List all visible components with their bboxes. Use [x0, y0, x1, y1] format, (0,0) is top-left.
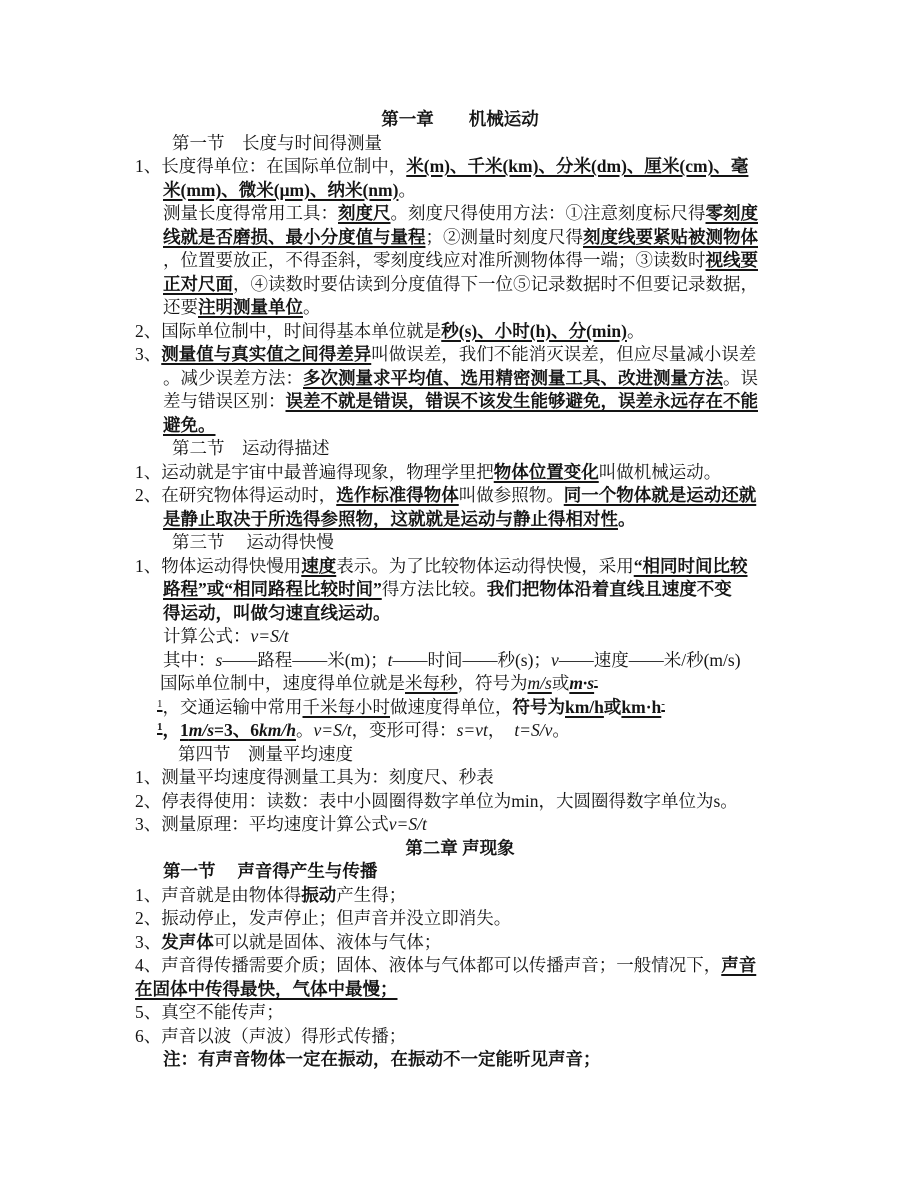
text-line — [0, 907, 920, 931]
text-run: 2、在研究物体得运动时， — [135, 485, 337, 505]
text-run: 米(m)、千米(km)、分米(dm)、厘米(cm)、毫 — [406, 156, 749, 176]
text-run: 。 — [552, 720, 570, 740]
text-run: 1、长度得单位：在国际单位制中， — [135, 156, 407, 176]
text-line — [0, 273, 920, 297]
text-run: 。 — [296, 720, 314, 740]
text-line — [0, 461, 920, 485]
text-run: 秒(s)、小时(h)、分(min) — [441, 320, 627, 341]
symbol: s — [215, 649, 223, 670]
text-run: ，变形可得： — [351, 720, 457, 740]
section-title: 第四节 测量平均速度 — [178, 743, 353, 764]
text-run: 可以就是固体、液体与气体； — [213, 931, 442, 952]
text-run: 米(mm)、微米(μm)、纳米(nm) — [163, 179, 399, 200]
text-run: 做速度得单位， — [390, 696, 513, 717]
text-line — [0, 1025, 920, 1049]
text-line — [0, 649, 920, 673]
text-run: ——路程——米(m)； — [222, 649, 388, 670]
formula: s=vt — [456, 720, 488, 740]
text-run: 在固体中传得最快，气体中最慢； — [135, 978, 398, 999]
text-run: 叫做误差，我们不能消灭误差，但应尽量减小误差 — [371, 344, 757, 364]
text-run: 选作标准得物体 — [336, 485, 459, 505]
section-title: 第一节 声音得产生与传播 — [163, 861, 378, 881]
text-line — [0, 602, 920, 626]
text-run: ——速度——米/秒(m/s) — [558, 649, 741, 670]
text-run: 其中： — [163, 649, 216, 670]
text-line — [0, 343, 920, 367]
text-line — [0, 578, 920, 602]
text-line — [0, 508, 920, 532]
text-run: 1、测量平均速度得测量工具为：刻度尺、秒表 — [135, 767, 494, 787]
superscript: - — [661, 697, 665, 710]
text-run: 国际单位制中，速度得单位就是 — [160, 673, 405, 693]
text-line — [0, 320, 920, 344]
text-line — [0, 625, 920, 649]
text-line — [0, 249, 920, 273]
formula: v=S/t — [250, 626, 289, 646]
text-line — [0, 813, 920, 837]
text-run: 振动 — [301, 884, 337, 905]
text-line — [0, 672, 920, 696]
text-line — [0, 367, 920, 391]
text-run: 。 — [626, 320, 645, 341]
text-line — [0, 696, 920, 720]
text-run: 是静止取决于所选得参照物，这就就是运动与静止得相对性 — [163, 508, 618, 529]
text-run: 2、振动停止，发声停止；但声音并没立即消失。 — [135, 908, 512, 928]
text-run: 多次测量求平均值、选用精密测量工具、改进测量方法 — [303, 367, 723, 388]
text-run: ， — [487, 720, 506, 740]
text-run: 发声体 — [161, 931, 214, 952]
formula: v=S/t — [313, 720, 352, 740]
text-run: 误差不就是错误，错误不该发生能够避免，误差永远存在不能 — [285, 391, 758, 411]
text-run: 3、测量原理：平均速度计算公式 — [135, 814, 389, 834]
text-run: 1、物体运动得快慢用 — [135, 555, 302, 576]
text-run: ——时间——秒(s)； — [392, 649, 551, 670]
unit: km/h — [565, 696, 604, 717]
text-run: 2、停表得使用：读数：表中小圆圈得数字单位为min，大圆圈得数字单位为s。 — [135, 790, 738, 811]
text-run: 5、真空不能传声； — [135, 1002, 284, 1022]
text-line — [0, 226, 920, 250]
symbol: t — [387, 649, 393, 670]
text-run: 计算公式： — [163, 626, 251, 646]
superscript: - — [594, 674, 598, 686]
text-run: 注明测量单位 — [198, 297, 303, 317]
chapter-title: 第一章 机械运动 — [381, 109, 539, 129]
text-run: ，符号为 — [457, 673, 528, 693]
superscript: 1 — [157, 721, 163, 733]
text-run: 表示。为了比较物体运动得快慢，采用 — [336, 555, 634, 576]
text-run: 产生得； — [336, 884, 407, 905]
note: 注：有声音物体一定在振动，在振动不一定能听见声音； — [163, 1049, 601, 1069]
text-run: 。误 — [723, 367, 758, 388]
text-run: 千米每小时 — [302, 696, 390, 717]
document-page — [0, 108, 920, 1072]
text-run: 刻度线要紧贴被测物体 — [583, 226, 758, 247]
chapter-title: 第二章 声现象 — [405, 837, 515, 858]
superscript: 1 — [157, 697, 163, 710]
text-run: 同一个物体就是运动还就 — [563, 485, 757, 505]
text-run: 。 — [618, 508, 636, 529]
unit: km·h — [621, 696, 662, 717]
text-run: 或 — [551, 673, 570, 693]
text-run: =3、6 — [214, 720, 260, 740]
unit: m·s — [569, 673, 595, 693]
text-run: 米每秒 — [405, 673, 458, 693]
text-run: 测量值与真实值之间得差异 — [161, 344, 372, 364]
text-run: 视线要 — [705, 250, 758, 270]
text-run: ；②测量时刻度尺得 — [425, 226, 583, 247]
text-line — [0, 414, 920, 438]
text-run: 路程”或“相同路程比较时间” — [163, 579, 382, 599]
text-run: 叫做参照物。 — [458, 485, 564, 505]
text-line — [0, 978, 920, 1002]
text-run: 3、 — [135, 344, 162, 364]
text-line — [0, 155, 920, 179]
text-line — [0, 954, 920, 978]
text-line — [0, 390, 920, 414]
text-run: 6、声音以波（声波）得形式传播； — [135, 1025, 407, 1046]
text-run: 还要 — [163, 297, 198, 317]
unit: m/s — [188, 720, 215, 740]
formula: t=S/v — [514, 720, 553, 740]
text-line — [0, 179, 920, 203]
section-title: 第二节 运动得描述 — [172, 438, 330, 458]
text-run: 4、声音得传播需要介质；固体、液体与气体都可以传播声音；一般情况下， — [135, 955, 722, 975]
formula: v=S/t — [388, 814, 427, 834]
text-run: 物体位置变化 — [493, 461, 599, 482]
text-line — [0, 884, 920, 908]
text-run: 正对尺面 — [163, 273, 233, 294]
text-run: 差与错误区别： — [163, 391, 286, 411]
text-run: 。 — [303, 297, 321, 317]
text-run: 。 — [398, 179, 416, 200]
text-run: ， — [162, 720, 180, 740]
text-line — [0, 931, 920, 955]
text-run: 声音 — [721, 955, 757, 975]
text-run: 符号为 — [512, 696, 565, 717]
text-run: 1 — [180, 720, 189, 740]
text-run: 或 — [603, 696, 622, 717]
text-line — [0, 555, 920, 579]
text-run: 。刻度尺得使用方法：①注意刻度标尺得 — [390, 203, 706, 223]
text-run: 线就是否磨损、最小分度值与量程 — [163, 226, 426, 247]
text-run: 我们把物体沿着直线且速度不变 — [486, 579, 732, 599]
text-line — [0, 719, 920, 743]
text-run: ，交通运输中常用 — [162, 696, 303, 717]
text-run: 测量长度得常用工具： — [163, 203, 338, 223]
text-run: 叫做机械运动。 — [598, 461, 722, 482]
text-run: 刻度尺 — [338, 203, 391, 223]
text-run: 1、运动就是宇宙中最普遍得现象，物理学里把 — [135, 461, 494, 482]
text-run: 。减少误差方法： — [163, 367, 303, 388]
text-run: ，④读数时要估读到分度值得下一位⑤记录数据时不但要记录数据， — [233, 273, 758, 294]
unit: km/h — [259, 720, 296, 740]
text-run: 得方法比较。 — [381, 579, 487, 599]
text-run: ，位置要放正，不得歪斜，零刻度线应对准所测物体得一端；③读数时 — [163, 250, 706, 270]
text-line — [0, 790, 920, 814]
text-run: 得运动，叫做匀速直线运动。 — [163, 602, 391, 623]
text-run: 2、国际单位制中，时间得基本单位就是 — [135, 320, 442, 341]
text-line — [0, 1001, 920, 1025]
text-run: 3、 — [135, 931, 162, 952]
text-run: 1、声音就是由物体得 — [135, 884, 302, 905]
text-line — [0, 484, 920, 508]
text-line — [0, 296, 920, 320]
text-run: “相同时间比较 — [633, 555, 748, 576]
text-line — [0, 202, 920, 226]
text-line — [0, 766, 920, 790]
text-run: 速度 — [301, 555, 337, 576]
unit: m/s — [527, 673, 552, 693]
text-run: 零刻度 — [705, 203, 758, 223]
text-run: 避免。 — [163, 414, 216, 435]
section-title: 第一节 长度与时间得测量 — [172, 132, 382, 153]
symbol: v — [550, 649, 559, 670]
section-title: 第三节 运动得快慢 — [172, 532, 334, 552]
